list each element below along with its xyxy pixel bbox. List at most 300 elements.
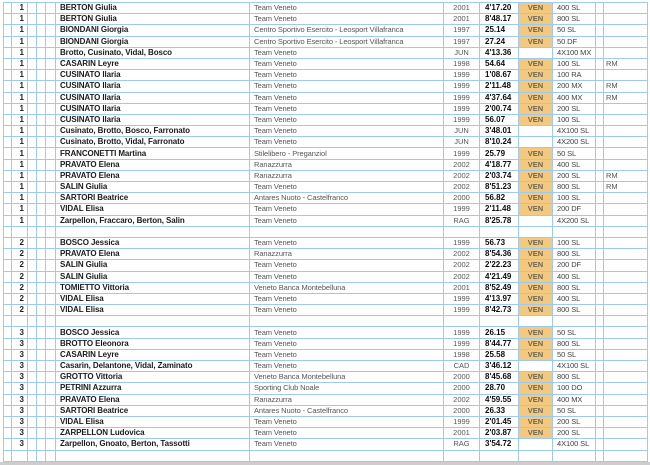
section-separator-row [4,316,648,327]
position-cell: 3 [12,416,28,427]
note-cell [604,193,648,204]
spacer-cell [596,439,604,450]
position-cell: 2 [12,271,28,282]
year-cell: 1997 [444,25,480,36]
team-cell: Team Veneto [250,58,444,69]
event-cell: 800 SL [553,338,596,349]
year-cell: 1999 [444,148,480,159]
spacer-cell [28,215,37,226]
spacer-cell [28,47,37,58]
note-cell [604,282,648,293]
event-cell: 200 SL [553,170,596,181]
note-cell [604,260,648,271]
spacer-cell [596,305,604,316]
event-cell: 4X100 SL [553,439,596,450]
time-cell: 8'25.78 [480,215,519,226]
spacer-cell [46,58,56,69]
note-cell [604,237,648,248]
time-cell: 8'51.23 [480,182,519,193]
spacer-cell [37,148,46,159]
empty-cell [519,226,553,237]
time-cell: 27.24 [480,36,519,47]
note-cell [604,394,648,405]
spacer-cell [28,14,37,25]
time-cell: 2'01.45 [480,416,519,427]
year-cell: 1999 [444,338,480,349]
time-cell: 25.58 [480,349,519,360]
federation-cell: VEN [519,14,553,25]
spacer-cell [28,249,37,260]
result-row [4,405,648,416]
position-cell: 1 [12,182,28,193]
spacer-cell [28,126,37,137]
team-cell: Team Veneto [250,293,444,304]
spacer-cell [37,170,46,181]
spacer-cell [37,204,46,215]
time-cell: 1'08.67 [480,70,519,81]
spacer-cell [28,383,37,394]
athlete-name-cell: SARTORI Beatrice [56,405,250,416]
team-cell: Team Veneto [250,3,444,14]
team-cell: Team Veneto [250,428,444,439]
federation-cell [519,126,553,137]
spacer-cell [37,126,46,137]
time-cell: 8'42.73 [480,305,519,316]
spacer-cell [37,282,46,293]
empty-cell [12,450,28,461]
result-row [4,92,648,103]
spacer-cell [596,148,604,159]
spacer-cell [28,103,37,114]
athlete-name-cell: PRAVATO Elena [56,394,250,405]
spacer-cell [596,3,604,14]
team-cell: Team Veneto [250,137,444,148]
spacer-cell [46,361,56,372]
edge-cell [4,47,12,58]
spacer-cell [596,92,604,103]
edge-cell [4,293,12,304]
edge-cell [4,25,12,36]
spacer-cell [46,204,56,215]
result-row [4,3,648,14]
spacer-cell [46,349,56,360]
spacer-cell [37,103,46,114]
empty-cell [28,450,37,461]
event-cell: 400 SL [553,159,596,170]
edge-cell [4,114,12,125]
spacer-cell [37,439,46,450]
year-cell: 2000 [444,372,480,383]
spacer-cell [596,70,604,81]
spacer-cell [596,25,604,36]
event-cell: 100 SL [553,237,596,248]
spacer-cell [596,58,604,69]
position-cell: 3 [12,338,28,349]
year-cell: 1998 [444,58,480,69]
team-cell: Team Veneto [250,103,444,114]
spacer-cell [596,416,604,427]
team-cell: Team Veneto [250,92,444,103]
event-cell: 200 SL [553,416,596,427]
spacer-cell [46,148,56,159]
spacer-cell [46,114,56,125]
athlete-name-cell: CUSINATO Ilaria [56,81,250,92]
result-row [4,81,648,92]
athlete-name-cell: BIONDANI Giorgia [56,25,250,36]
note-cell: RM [604,81,648,92]
empty-cell [604,450,648,461]
empty-cell [553,450,596,461]
spacer-cell [46,439,56,450]
edge-cell [4,58,12,69]
spacer-cell [46,81,56,92]
team-cell: Ranazzurra [250,159,444,170]
note-cell [604,405,648,416]
edge-cell [4,249,12,260]
edge-cell [4,327,12,338]
position-cell: 2 [12,249,28,260]
empty-cell [444,450,480,461]
time-cell: 54.64 [480,58,519,69]
result-row [4,349,648,360]
event-cell: 50 SL [553,327,596,338]
athlete-name-cell: Brotto, Cusinato, Vidal, Bosco [56,47,250,58]
spacer-cell [596,249,604,260]
note-cell [604,103,648,114]
spacer-cell [46,428,56,439]
spacer-cell [46,293,56,304]
team-cell: Team Veneto [250,349,444,360]
spacer-cell [596,405,604,416]
spacer-cell [46,372,56,383]
position-cell: 3 [12,394,28,405]
time-cell: 56.82 [480,193,519,204]
position-cell: 2 [12,237,28,248]
team-cell: Ranazzurra [250,394,444,405]
note-cell [604,47,648,58]
position-cell: 1 [12,137,28,148]
spacer-cell [596,215,604,226]
spacer-cell [596,137,604,148]
spacer-cell [37,182,46,193]
time-cell: 8'48.17 [480,14,519,25]
results-table-wrap [3,2,648,462]
athlete-name-cell: Zarpellon, Gnoato, Berton, Tassotti [56,439,250,450]
team-cell: Centro Sportivo Esercito - Leosport Villafranca [250,25,444,36]
year-cell: 2000 [444,405,480,416]
result-row [4,260,648,271]
result-row [4,70,648,81]
spacer-cell [37,271,46,282]
result-row [4,327,648,338]
edge-cell [4,36,12,47]
time-cell: 2'00.74 [480,103,519,114]
spacer-cell [37,293,46,304]
edge-cell [4,439,12,450]
empty-cell [604,226,648,237]
note-cell [604,372,648,383]
position-cell: 1 [12,25,28,36]
position-cell: 1 [12,103,28,114]
event-cell: 4X100 SL [553,361,596,372]
time-cell: 8'10.24 [480,137,519,148]
athlete-name-cell: SALIN Giulia [56,271,250,282]
spacer-cell [46,137,56,148]
team-cell: Team Veneto [250,47,444,58]
athlete-name-cell: SARTORI Beatrice [56,193,250,204]
spacer-cell [46,182,56,193]
note-cell [604,159,648,170]
time-cell: 3'46.12 [480,361,519,372]
time-cell: 3'54.72 [480,439,519,450]
team-cell: Veneto Banca Montebelluna [250,372,444,383]
athlete-name-cell: CASARIN Leyre [56,58,250,69]
event-cell: 200 DF [553,204,596,215]
year-cell: 2002 [444,394,480,405]
spacer-cell [46,36,56,47]
spacer-cell [46,282,56,293]
time-cell: 3'48.01 [480,126,519,137]
edge-cell [4,282,12,293]
spacer-cell [46,338,56,349]
spacer-cell [28,25,37,36]
empty-cell [56,316,250,327]
athlete-name-cell: ZARPELLON Ludovica [56,428,250,439]
note-cell [604,383,648,394]
year-cell: RAG [444,215,480,226]
spacer-cell [37,70,46,81]
athlete-name-cell: CUSINATO Ilaria [56,114,250,125]
team-cell: Team Veneto [250,305,444,316]
empty-cell [37,316,46,327]
federation-cell: VEN [519,260,553,271]
spacer-cell [28,204,37,215]
federation-cell: VEN [519,394,553,405]
federation-cell: VEN [519,383,553,394]
empty-cell [250,450,444,461]
spacer-cell [37,47,46,58]
position-cell: 3 [12,439,28,450]
event-cell: 100 SL [553,58,596,69]
team-cell: Sporting Club Noale [250,383,444,394]
year-cell: CAD [444,361,480,372]
result-row [4,47,648,58]
federation-cell: VEN [519,92,553,103]
spacer-cell [596,159,604,170]
spacer-cell [28,338,37,349]
note-cell [604,70,648,81]
athlete-name-cell: SALIN Giulia [56,182,250,193]
team-cell: Team Veneto [250,260,444,271]
spacer-cell [596,170,604,181]
result-row [4,271,648,282]
athlete-name-cell: Casarin, Delantone, Vidal, Zaminato [56,361,250,372]
edge-cell [4,305,12,316]
year-cell: 2001 [444,282,480,293]
note-cell [604,114,648,125]
athlete-name-cell: BERTON Giulia [56,14,250,25]
spacer-cell [46,405,56,416]
event-cell: 100 SL [553,114,596,125]
edge-cell [4,193,12,204]
spacer-cell [596,204,604,215]
year-cell: 2002 [444,271,480,282]
year-cell: 1999 [444,92,480,103]
result-row [4,338,648,349]
position-cell: 3 [12,327,28,338]
event-cell: 100 RA [553,70,596,81]
team-cell: Stilelibero - Preganziol [250,148,444,159]
spacer-cell [37,372,46,383]
spacer-cell [28,3,37,14]
empty-cell [604,316,648,327]
event-cell: 50 SL [553,405,596,416]
year-cell: 2002 [444,182,480,193]
spacer-cell [596,81,604,92]
edge-cell [4,416,12,427]
result-row [4,439,648,450]
position-cell: 3 [12,428,28,439]
event-cell: 800 SL [553,372,596,383]
empty-cell [553,226,596,237]
athlete-name-cell: PETRINI Azzurra [56,383,250,394]
federation-cell: VEN [519,114,553,125]
year-cell: 1999 [444,204,480,215]
empty-cell [444,316,480,327]
spacer-cell [37,114,46,125]
federation-cell [519,47,553,58]
note-cell [604,137,648,148]
federation-cell: VEN [519,3,553,14]
spacer-cell [28,70,37,81]
spacer-cell [37,349,46,360]
result-row [4,14,648,25]
empty-cell [519,450,553,461]
position-cell: 1 [12,159,28,170]
athlete-name-cell: CASARIN Leyre [56,349,250,360]
year-cell: 2001 [444,3,480,14]
spacer-cell [37,58,46,69]
time-cell: 2'22.23 [480,260,519,271]
time-cell: 4'59.55 [480,394,519,405]
federation-cell: VEN [519,70,553,81]
spacer-cell [46,159,56,170]
time-cell: 26.15 [480,327,519,338]
empty-cell [250,226,444,237]
athlete-name-cell: CUSINATO Ilaria [56,92,250,103]
event-cell: 4X100 MX [553,47,596,58]
federation-cell: VEN [519,193,553,204]
team-cell: Team Veneto [250,204,444,215]
year-cell: 1999 [444,81,480,92]
event-cell: 800 SL [553,182,596,193]
year-cell: RAG [444,439,480,450]
athlete-name-cell: VIDAL Elisa [56,305,250,316]
athlete-name-cell: Cusinato, Brotto, Vidal, Farronato [56,137,250,148]
section-separator-row [4,226,648,237]
empty-cell [37,226,46,237]
federation-cell: VEN [519,282,553,293]
spacer-cell [28,237,37,248]
edge-cell [4,260,12,271]
results-table [3,2,648,462]
result-row [4,293,648,304]
team-cell: Antares Nuoto - Castelfranco [250,405,444,416]
event-cell: 200 DF [553,260,596,271]
spacer-cell [37,159,46,170]
spacer-cell [28,36,37,47]
federation-cell [519,137,553,148]
time-cell: 4'21.49 [480,271,519,282]
empty-cell [596,450,604,461]
empty-cell [46,316,56,327]
note-cell [604,439,648,450]
spacer-cell [37,416,46,427]
year-cell: 1999 [444,327,480,338]
spacer-cell [596,36,604,47]
spacer-cell [37,428,46,439]
spacer-cell [37,305,46,316]
spacer-cell [37,405,46,416]
result-row [4,372,648,383]
event-cell: 400 SL [553,3,596,14]
time-cell: 2'11.48 [480,204,519,215]
event-cell: 50 SL [553,349,596,360]
spacer-cell [28,416,37,427]
spacer-cell [37,249,46,260]
empty-cell [480,316,519,327]
spacer-cell [46,249,56,260]
event-cell: 800 SL [553,282,596,293]
edge-cell [4,126,12,137]
spacer-cell [596,394,604,405]
spacer-cell [28,92,37,103]
time-cell: 25.79 [480,148,519,159]
note-cell [604,327,648,338]
spacer-cell [37,260,46,271]
edge-cell [4,159,12,170]
spacer-cell [28,361,37,372]
federation-cell: VEN [519,159,553,170]
team-cell: Team Veneto [250,70,444,81]
federation-cell: VEN [519,148,553,159]
position-cell: 1 [12,58,28,69]
year-cell: 1999 [444,114,480,125]
athlete-name-cell: BIONDANI Giorgia [56,36,250,47]
empty-cell [46,226,56,237]
edge-cell [4,70,12,81]
year-cell: 1999 [444,293,480,304]
team-cell: Ranazzurra [250,170,444,181]
spacer-cell [28,327,37,338]
result-row [4,182,648,193]
result-row [4,103,648,114]
spacer-cell [596,327,604,338]
year-cell: 2002 [444,170,480,181]
spacer-cell [596,14,604,25]
spacer-cell [596,182,604,193]
result-row [4,204,648,215]
spacer-cell [596,428,604,439]
empty-cell [28,316,37,327]
event-cell: 50 SL [553,148,596,159]
note-cell [604,428,648,439]
note-cell: RM [604,92,648,103]
federation-cell [519,439,553,450]
year-cell: 1999 [444,70,480,81]
spacer-cell [46,215,56,226]
spacer-cell [596,260,604,271]
